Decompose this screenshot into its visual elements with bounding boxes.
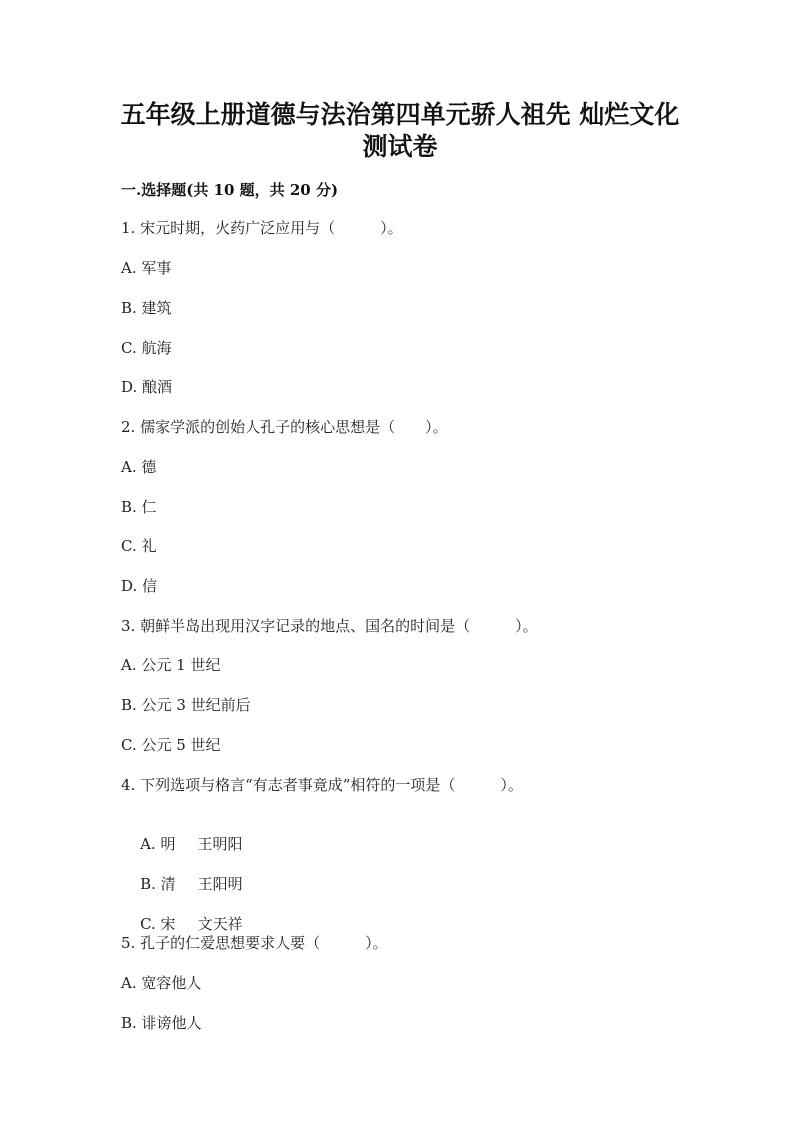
section-heading: 一.选择题(共 10 题，共 20 分) — [121, 181, 339, 199]
question-2-option-c: C. 礼 — [121, 537, 157, 555]
question-5-stem: 5. 孔子的仁爱思想要求人要（ ）。 — [121, 934, 388, 952]
question-1-option-b: B. 建筑 — [121, 299, 172, 317]
option-text: 文天祥 — [197, 915, 243, 933]
question-3-stem: 3. 朝鲜半岛出现用汉字记录的地点、国名的时间是（ ）。 — [121, 617, 538, 635]
question-3-option-a: A. 公元 1 世纪 — [121, 656, 221, 674]
option-letter: A. 明 — [140, 835, 176, 853]
option-text: 王明阳 — [197, 835, 243, 853]
question-1-option-d: D. 酿酒 — [121, 378, 173, 396]
question-1-stem: 1. 宋元时期，火药广泛应用与（ ）。 — [121, 219, 403, 237]
question-3-option-c: C. 公元 5 世纪 — [121, 736, 221, 754]
question-3-option-b: B. 公元 3 世纪前后 — [121, 696, 251, 714]
question-1-option-c: C. 航海 — [121, 339, 172, 357]
document-title-line-1: 五年级上册道德与法治第四单元骄人祖先 灿烂文化 — [120, 100, 680, 129]
option-letter: C. 宋 — [140, 915, 176, 933]
question-5-option-b: B. 诽谤他人 — [121, 1014, 202, 1032]
option-letter: B. 清 — [140, 875, 176, 893]
question-2-option-a: A. 德 — [121, 458, 157, 476]
question-2-stem: 2. 儒家学派的创始人孔子的核心思想是（ ）。 — [121, 418, 448, 436]
question-2-option-d: D. 信 — [121, 577, 158, 595]
document-title-line-2: 测试卷 — [362, 132, 438, 161]
option-text: 王阳明 — [197, 875, 243, 893]
question-4-stem: 4. 下列选项与格言“有志者事竟成”相符的一项是（ ）。 — [121, 776, 523, 794]
question-1-option-a: A. 军事 — [121, 259, 172, 277]
question-2-option-b: B. 仁 — [121, 498, 157, 516]
question-5-option-a: A. 宽容他人 — [121, 974, 202, 992]
